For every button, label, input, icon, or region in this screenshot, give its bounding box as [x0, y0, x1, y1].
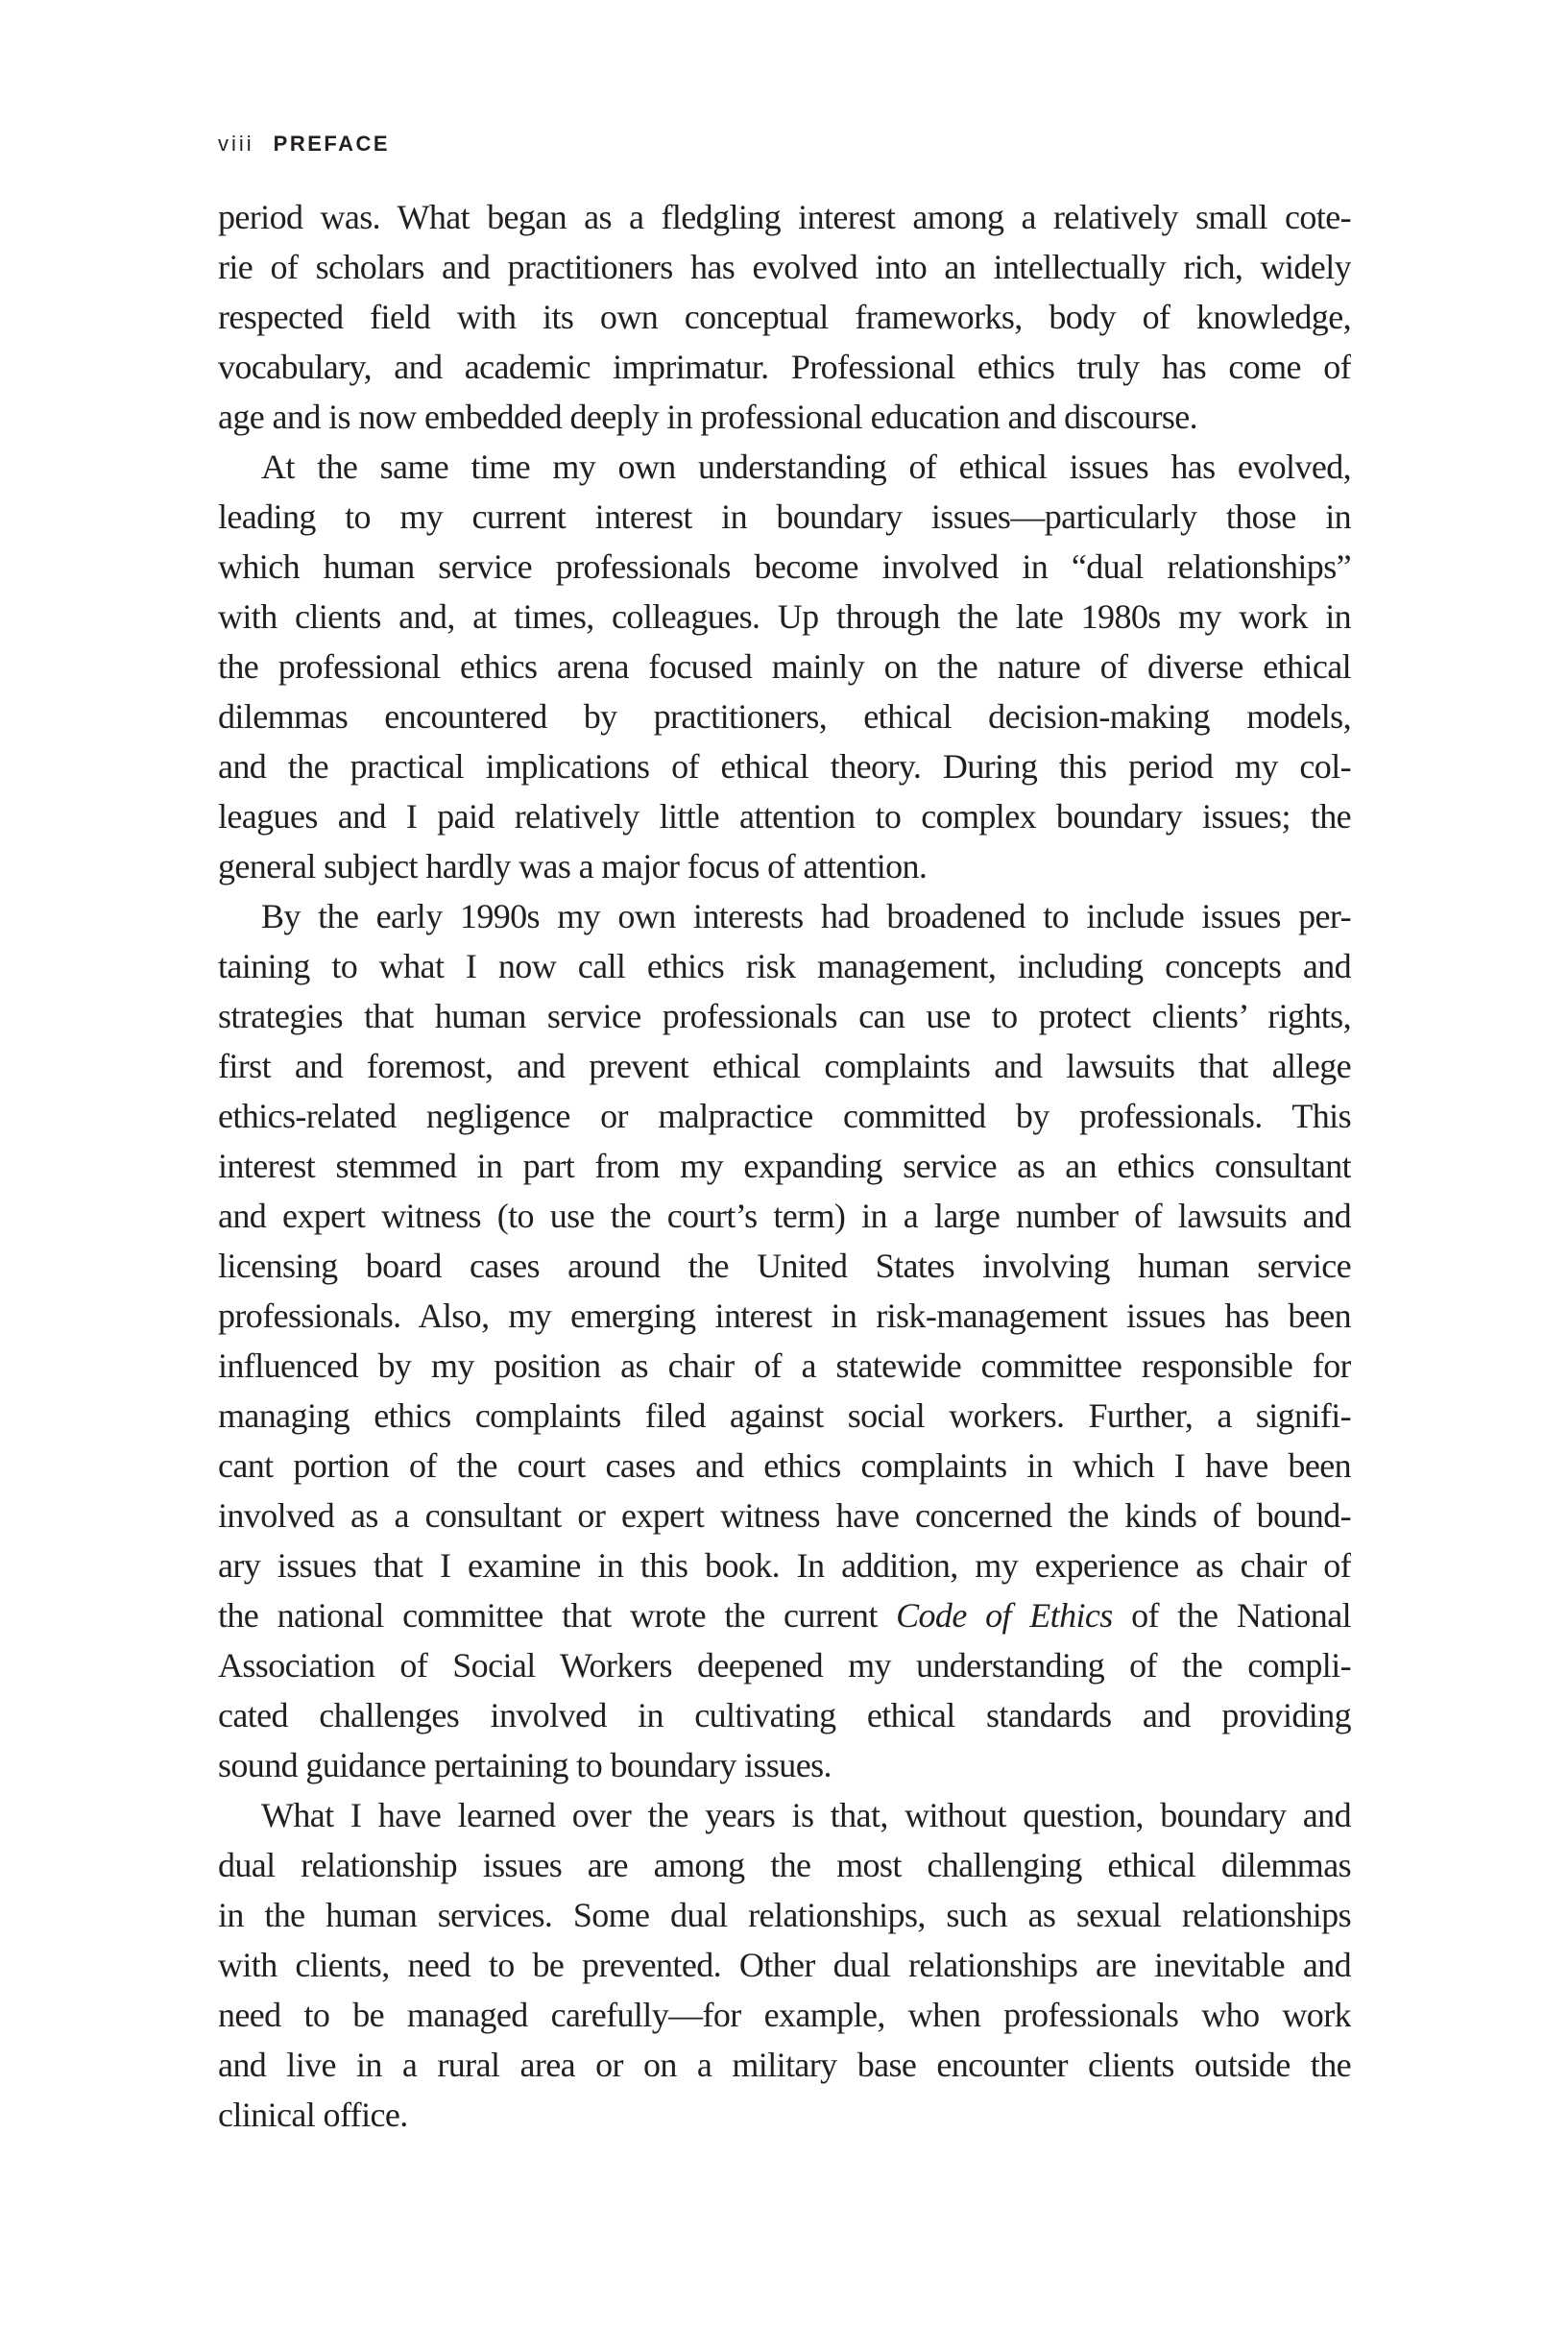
line-text-before: the national committee that wrote the current — [218, 1596, 897, 1635]
paragraph-3 — [218, 891, 1351, 1790]
text-line: By the early 1990s my own interests had broadened to include issues per- — [261, 897, 1351, 935]
text-line: influenced by my position as chair of a statewide committee responsible for — [218, 1346, 1351, 1385]
running-head — [218, 132, 390, 160]
text-line: age and is now embedded deeply in professional education and discourse. — [218, 398, 1198, 436]
text-line: At the same time my own understanding of ethical issues has evolved, — [261, 448, 1351, 486]
paragraph-4 — [218, 1790, 1351, 2140]
text-line: dual relationship issues are among the most challenging ethical dilemmas — [218, 1846, 1351, 1884]
text-line: need to be managed carefully—for example, when professionals who work — [218, 1996, 1351, 2034]
section-title: PREFACE — [273, 132, 391, 156]
text-line: professionals. Also, my emerging interest in risk-management issues has been — [218, 1297, 1351, 1335]
text-line: strategies that human service professionals can use to protect clients’ rights, — [218, 997, 1351, 1035]
text-line: respected field with its own conceptual frameworks, body of knowledge, — [218, 298, 1351, 336]
text-line: ethics-related negligence or malpractice committed by professionals. This — [218, 1097, 1351, 1135]
text-line: taining to what I now call ethics risk management, including concepts and — [218, 947, 1351, 985]
text-line: which human service professionals become involved in “dual relationships” — [218, 547, 1351, 586]
text-line: period was. What began as a fledgling interest among a relatively small cote- — [218, 198, 1351, 236]
text-line: the professional ethics arena focused mainly on the nature of diverse ethical — [218, 647, 1351, 686]
text-line: and expert witness (to use the court’s term) in a large number of lawsuits and — [218, 1197, 1351, 1235]
text-line: ary issues that I examine in this book. In addition, my experience as chair of — [218, 1546, 1351, 1585]
text-line: and the practical implications of ethical theory. During this period my col- — [218, 747, 1351, 786]
text-line: cated challenges involved in cultivating ethical standards and providing — [218, 1696, 1351, 1734]
paragraph-2 — [218, 442, 1351, 891]
text-line: What I have learned over the years is that, without question, boundary and — [261, 1796, 1351, 1834]
line-text-after: of the National — [1112, 1596, 1351, 1635]
text-line: in the human services. Some dual relationships, such as sexual relationships — [218, 1896, 1351, 1934]
text-line: and live in a rural area or on a military base encounter clients outside the — [218, 2046, 1351, 2084]
text-line: licensing board cases around the United States involving human service — [218, 1247, 1351, 1285]
body-text — [218, 192, 1351, 2140]
text-line: Association of Social Workers deepened my understanding of the compli- — [218, 1646, 1351, 1685]
text-line: first and foremost, and prevent ethical complaints and lawsuits that allege — [218, 1047, 1351, 1085]
text-line: managing ethics complaints filed against social workers. Further, a signifi- — [218, 1396, 1351, 1435]
text-line: vocabulary, and academic imprimatur. Professional ethics truly has come of — [218, 348, 1351, 386]
text-line: cant portion of the court cases and ethics complaints in which I have been — [218, 1446, 1351, 1485]
text-line: general subject hardly was a major focus of attention. — [218, 847, 928, 885]
text-line-with-title — [218, 1590, 1351, 1640]
text-line: dilemmas encountered by practitioners, ethical decision-making models, — [218, 697, 1351, 736]
text-line: with clients and, at times, colleagues. Up through the late 1980s my work in — [218, 597, 1351, 636]
text-line: involved as a consultant or expert witness have concerned the kinds of bound- — [218, 1496, 1351, 1535]
text-line: interest stemmed in part from my expanding service as an ethics consultant — [218, 1147, 1351, 1185]
text-line: with clients, need to be prevented. Other dual relationships are inevitable and — [218, 1946, 1351, 1984]
page-number: viii — [218, 132, 254, 156]
text-line: leagues and I paid relatively little attention to complex boundary issues; the — [218, 797, 1351, 836]
paragraph-1 — [218, 192, 1351, 442]
text-line: sound guidance pertaining to boundary issues. — [218, 1746, 832, 1784]
book-title-italic: Code of Ethics — [896, 1596, 1113, 1635]
text-line: leading to my current interest in boundary issues—particularly those in — [218, 497, 1351, 536]
text-line: rie of scholars and practitioners has evolved into an intellectually rich, widely — [218, 248, 1351, 286]
text-line: clinical office. — [218, 2096, 408, 2134]
